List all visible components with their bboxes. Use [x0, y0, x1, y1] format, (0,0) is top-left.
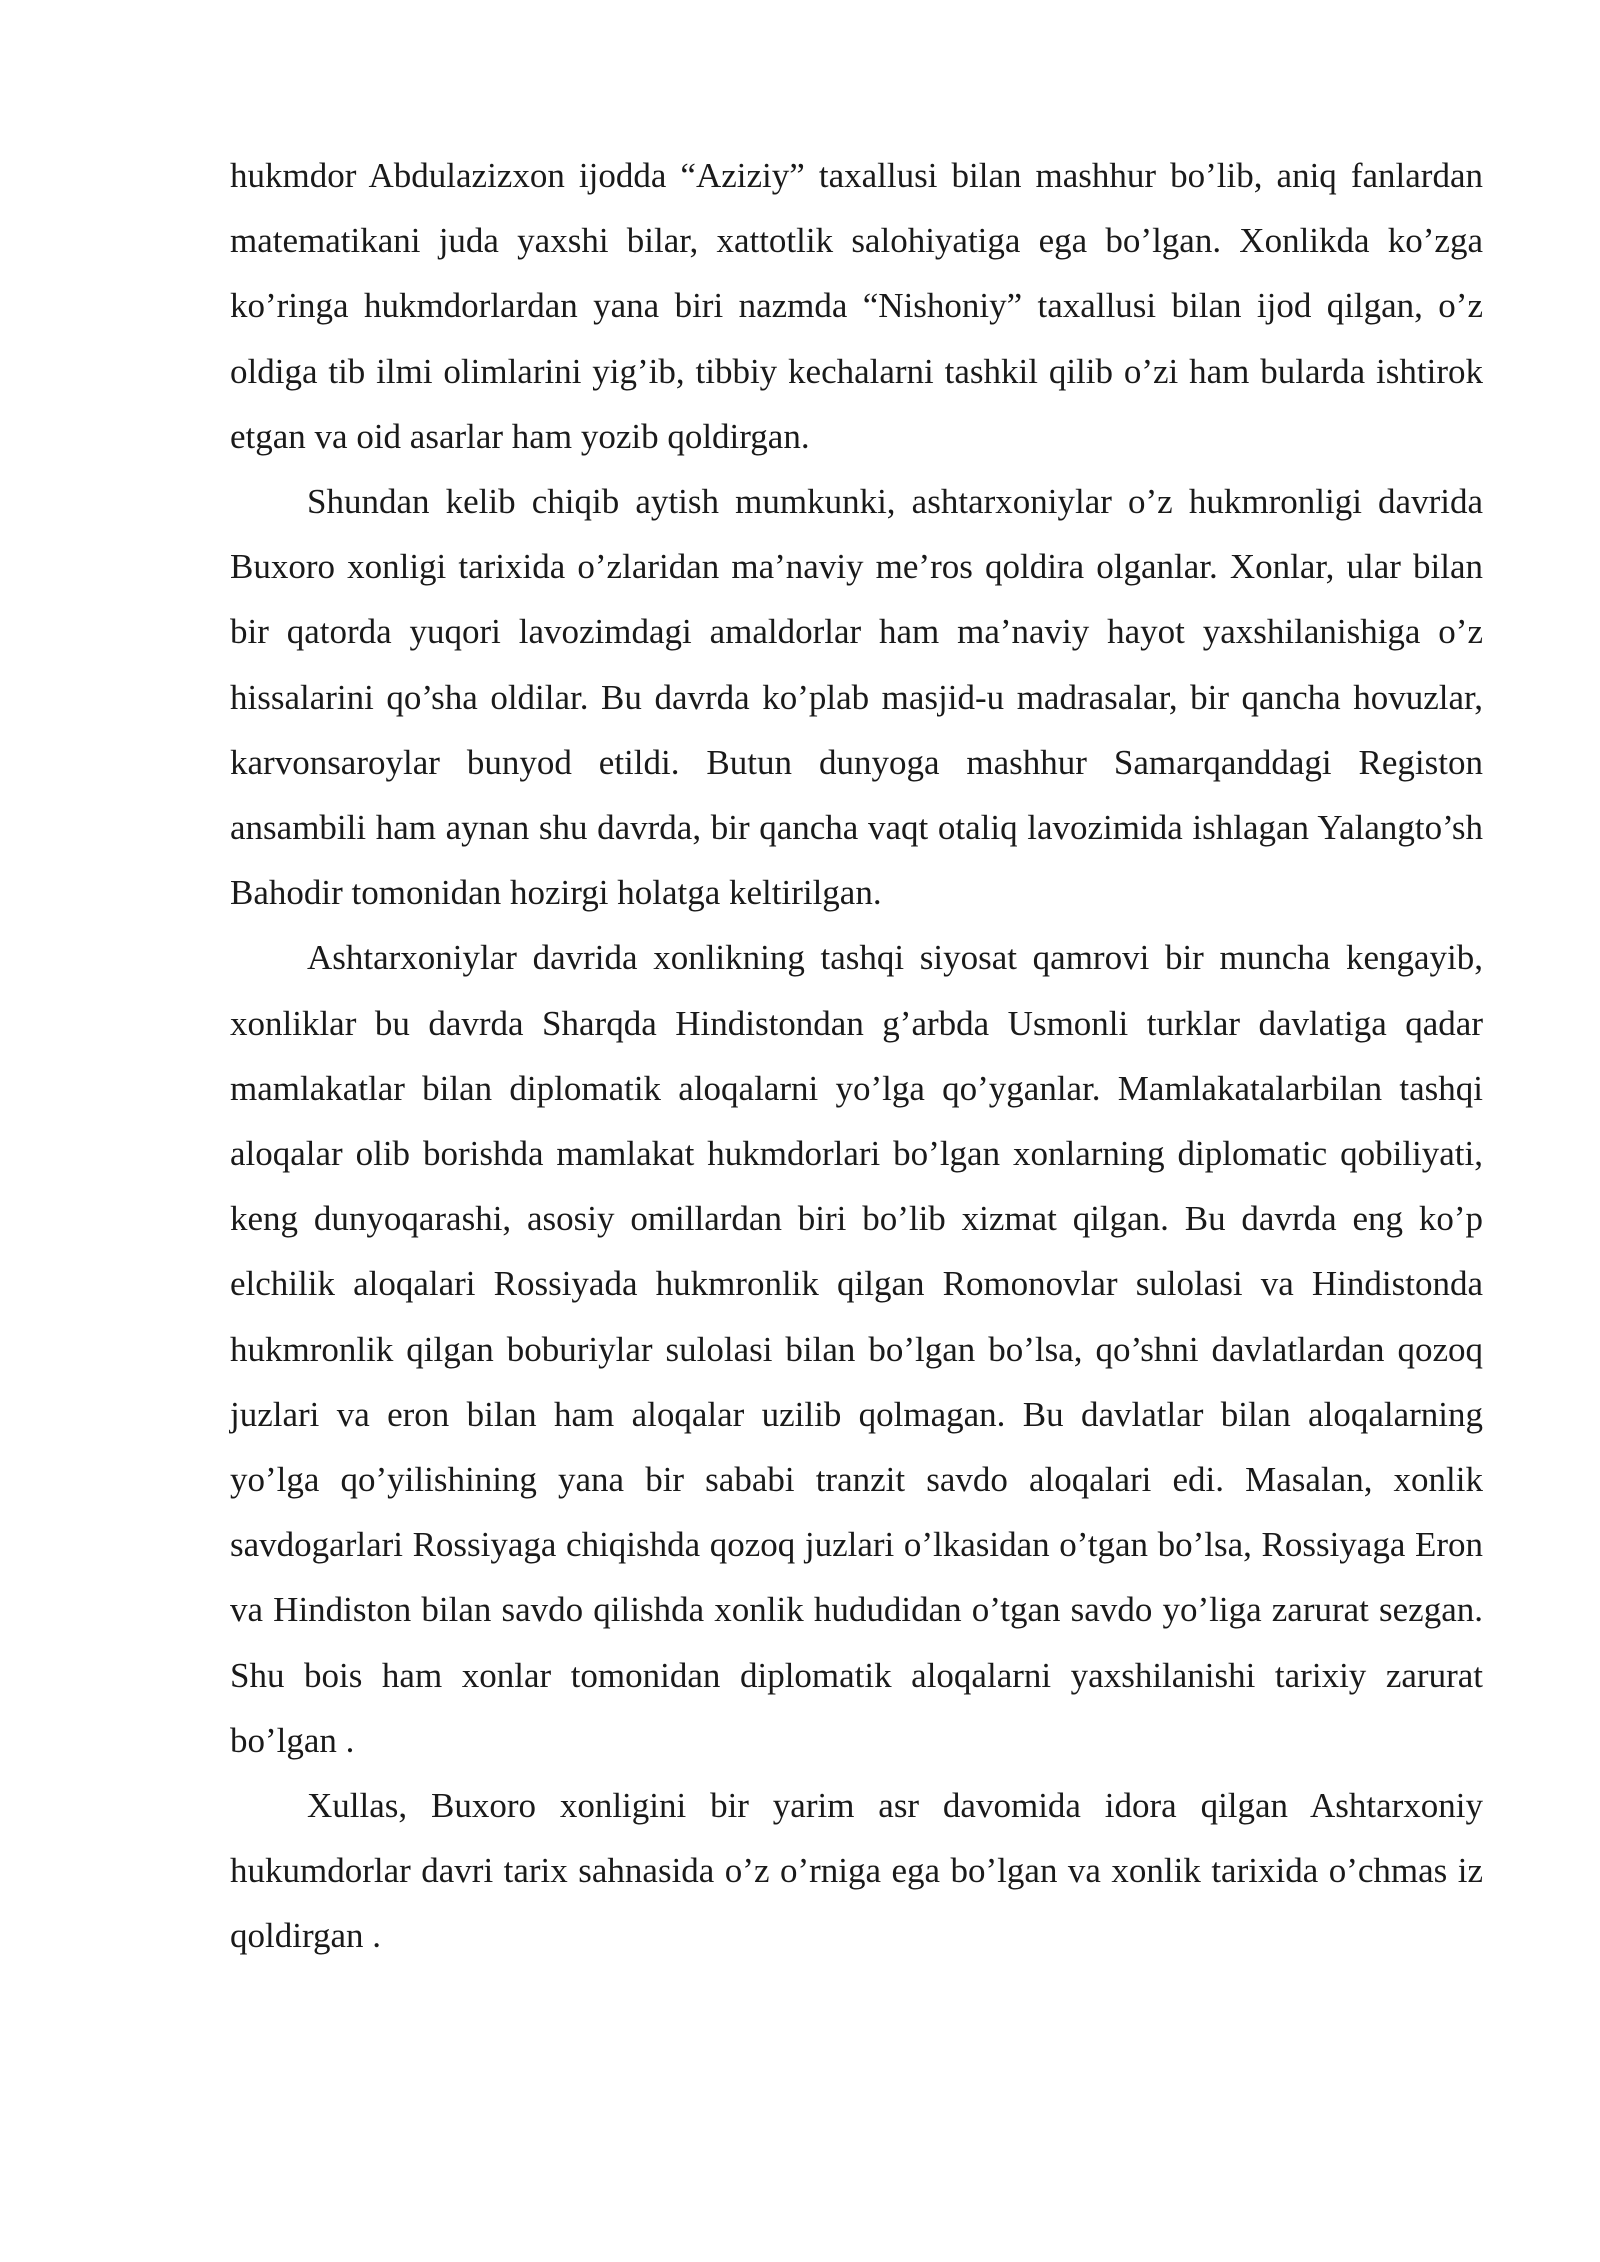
- paragraph-conclusion: Xullas, Buxoro xonligini bir yarim asr davomida idora qilgan Ashtarxoniy hukumdorlar davri tarix sahnasida o’z o’rniga ega bo’lgan va xonlik tarixida o’chmas iz qoldirgan .: [230, 1786, 1483, 1956]
- paragraph-spiritual-heritage: Shundan kelib chiqib aytish mumkunki, ashtarxoniylar o’z hukmronligi davrida Buxoro xonligi tarixida o’zlaridan ma’naviy me’ros qoldira olganlar. Xonlar, ular bilan bir qatorda yuqori lavozimdagi amaldorlar ham ma’naviy hayot yaxshilanishiga o’z hissalarini qo’sha oldilar. Bu davrda ko’plab masjid-u madrasalar, bir qancha hovuzlar, karvonsaroylar bunyod etildi. Butun dunyoga mashhur Samarqanddagi Registon ansambili ham aynan shu davrda, bir qancha vaqt otaliq lavozimida ishlagan Yalangto’sh Bahodir tomonidan hozirgi holatga keltirilgan.: [230, 482, 1483, 913]
- document-page: [230, 143, 1483, 1969]
- paragraph-foreign-policy: Ashtarxoniylar davrida xonlikning tashqi siyosat qamrovi bir muncha kengayib, xonliklar bu davrda Sharqda Hindistondan g’arbda Usmonli turklar davlatiga qadar mamlakatlar bilan diplomatik aloqalarni yo’lga qo’yganlar. Mamlakatalarbilan tashqi aloqalar olib borishda mamlakat hukmdorlari bo’lgan xonlarning diplomatic qobiliyati, keng dunyoqarashi, asosiy omillardan biri bo’lib xizmat qilgan. Bu davrda eng ko’p elchilik aloqalari Rossiyada hukmronlik qilgan Romonovlar sulolasi va Hindistonda hukmronlik qilgan boburiylar sulolasi bilan bo’lgan bo’lsa, qo’shni davlatlardan qozoq juzlari va eron bilan ham aloqalar uzilib qolmagan. Bu davlatlar bilan aloqalarning yo’lga qo’yilishining yana bir sababi tranzit savdo aloqalari edi. Masalan, xonlik savdogarlari Rossiyaga chiqishda qozoq juzlari o’lkasidan o’tgan bo’lsa, Rossiyaga Eron va Hindiston bilan savdo qilishda xonlik hududidan o’tgan savdo yo’liga zarurat sezgan. Shu bois ham xonlar tomonidan diplomatik aloqalarni yaxshilanishi tarixiy zarurat bo’lgan .: [230, 938, 1483, 1760]
- paragraph-aziziy: hukmdor Abdulazizxon ijodda “Aziziy” taxallusi bilan mashhur bo’lib, aniq fanlardan matematikani juda yaxshi bilar, xattotlik salohiyatiga ega bo’lgan. Xonlikda ko’zga ko’ringa hukmdorlardan yana biri nazmda “Nishoniy” taxallusi bilan ijod qilgan, o’z oldiga tib ilmi olimlarini yig’ib, tibbiy kechalarni tashkil qilib o’zi ham bularda ishtirok etgan va oid asarlar ham yozib qoldirgan.: [230, 156, 1483, 456]
